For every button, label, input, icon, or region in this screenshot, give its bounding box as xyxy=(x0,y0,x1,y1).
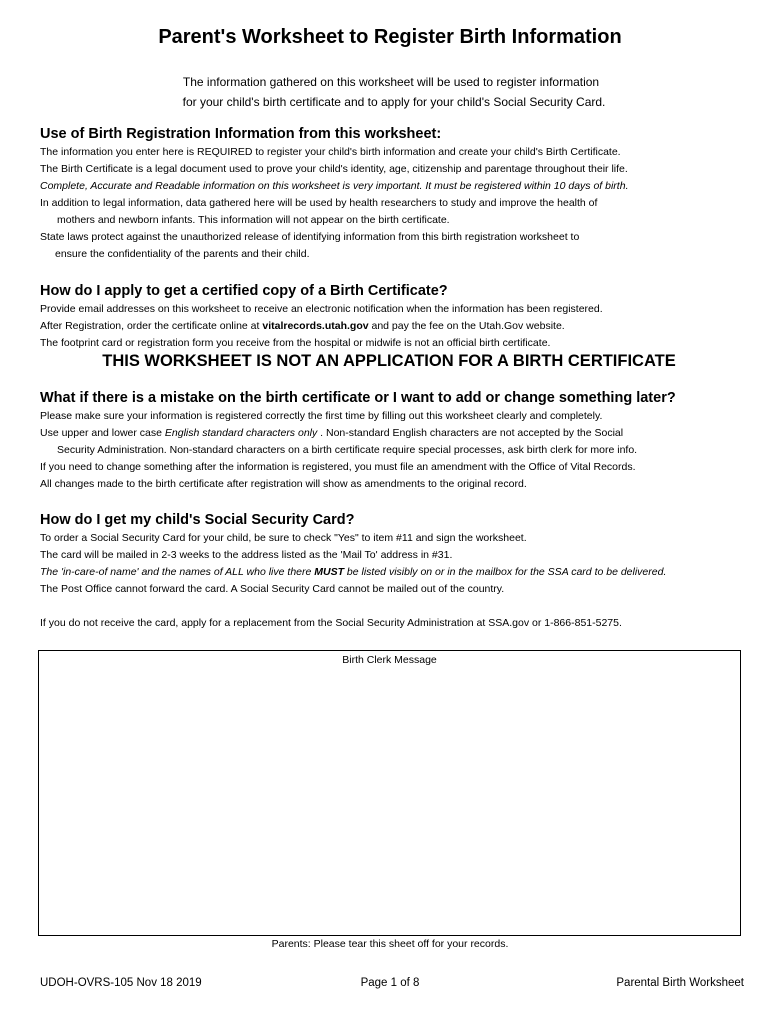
text-line: All changes made to the birth certificate after registration will show as amendments to the original record. xyxy=(40,478,527,490)
section-heading: Use of Birth Registration Information from this worksheet: xyxy=(40,126,442,142)
text-line-italic: Complete, Accurate and Readable information on this worksheet is very important. It must be registered within 10 days of birth. xyxy=(40,180,629,192)
text-span: be listed visibly on or in the mailbox for the SSA card to be delivered. xyxy=(344,566,667,578)
section-social-security xyxy=(40,510,760,632)
text-line: If you need to change something after the information is registered, you must file an amendment with the Office of Vital Records. xyxy=(40,461,636,473)
birth-clerk-message-box[interactable] xyxy=(38,650,741,936)
intro-line: for your child's birth certificate and to apply for your child's Social Security Card. xyxy=(182,95,606,109)
text-line: If you do not receive the card, apply for a replacement from the Social Security Administration at SSA.gov or 1-866-851-5275. xyxy=(40,617,622,629)
text-line: mothers and newborn infants. This information will not appear on the birth certificate. xyxy=(57,214,450,226)
tear-off-note: Parents: Please tear this sheet off for your records. xyxy=(271,938,509,950)
section-birth-registration-use xyxy=(40,124,760,263)
text-span: and pay the fee on the Utah.Gov website. xyxy=(368,320,565,332)
text-line: To order a Social Security Card for your child, be sure to check "Yes" to item #11 and sign the worksheet. xyxy=(40,532,527,544)
not-application-banner: THIS WORKSHEET IS NOT AN APPLICATION FOR A BIRTH CERTIFICATE xyxy=(102,352,676,370)
text-line: State laws protect against the unauthorized release of identifying information from this birth registration worksheet to xyxy=(40,231,580,243)
section-heading: How do I apply to get a certified copy of a Birth Certificate? xyxy=(40,283,448,299)
text-span: After Registration, order the certificate online at xyxy=(40,320,263,332)
text-line xyxy=(40,425,760,442)
text-line: The card will be mailed in 2-3 weeks to the address listed as the 'Mail To' address in #31. xyxy=(40,549,453,561)
section-certified-copy xyxy=(40,281,760,352)
text-line: The information you enter here is REQUIRED to register your child's birth information and create your child's Birth Certificate. xyxy=(40,146,621,158)
footer-form-id: UDOH-OVRS-105 Nov 18 2019 xyxy=(40,977,202,989)
text-span: The 'in-care-of name' and the names of ALL who live there xyxy=(40,566,315,578)
section-heading: How do I get my child's Social Security Card? xyxy=(40,512,355,528)
text-line: ensure the confidentiality of the parents and their child. xyxy=(55,248,310,260)
text-line: The footprint card or registration form you receive from the hospital or midwife is not an official birth certificate. xyxy=(40,337,551,349)
intro-text xyxy=(0,72,768,112)
text-span-bold: MUST xyxy=(314,566,344,578)
message-box-caption: Birth Clerk Message xyxy=(342,654,437,666)
text-line-italic xyxy=(40,564,760,581)
text-line: Security Administration. Non-standard characters on a birth certificate require special processes, ask birth clerk for more info. xyxy=(57,444,638,456)
footer-page-number: Page 1 of 8 xyxy=(360,977,420,989)
text-span: . Non-standard English characters are not accepted by the Social xyxy=(317,427,624,439)
section-heading: What if there is a mistake on the birth certificate or I want to add or change something later? xyxy=(40,390,676,406)
text-line: The Post Office cannot forward the card. A Social Security Card cannot be mailed out of the country. xyxy=(40,583,505,595)
text-line: Provide email addresses on this worksheet to receive an electronic notification when the information has been registered. xyxy=(40,303,603,315)
page-title: Parent's Worksheet to Register Birth Information xyxy=(158,26,622,48)
text-line: In addition to legal information, data gathered here will be used by health researchers to study and improve the health of xyxy=(40,197,598,209)
footer-document-name: Parental Birth Worksheet xyxy=(616,977,744,989)
vitalrecords-link[interactable]: vitalrecords.utah.gov xyxy=(262,320,369,332)
text-line xyxy=(40,318,760,335)
text-line: Please make sure your information is registered correctly the first time by filling out this worksheet clearly and completely. xyxy=(40,410,603,422)
intro-line: The information gathered on this worksheet will be used to register information xyxy=(182,75,600,89)
text-line: The Birth Certificate is a legal document used to prove your child's identity, age, citizenship and parentage throughout their life. xyxy=(40,163,628,175)
section-corrections xyxy=(40,388,760,493)
text-span-italic: English standard characters only xyxy=(164,427,318,439)
text-span: Use upper and lower case xyxy=(40,427,165,439)
